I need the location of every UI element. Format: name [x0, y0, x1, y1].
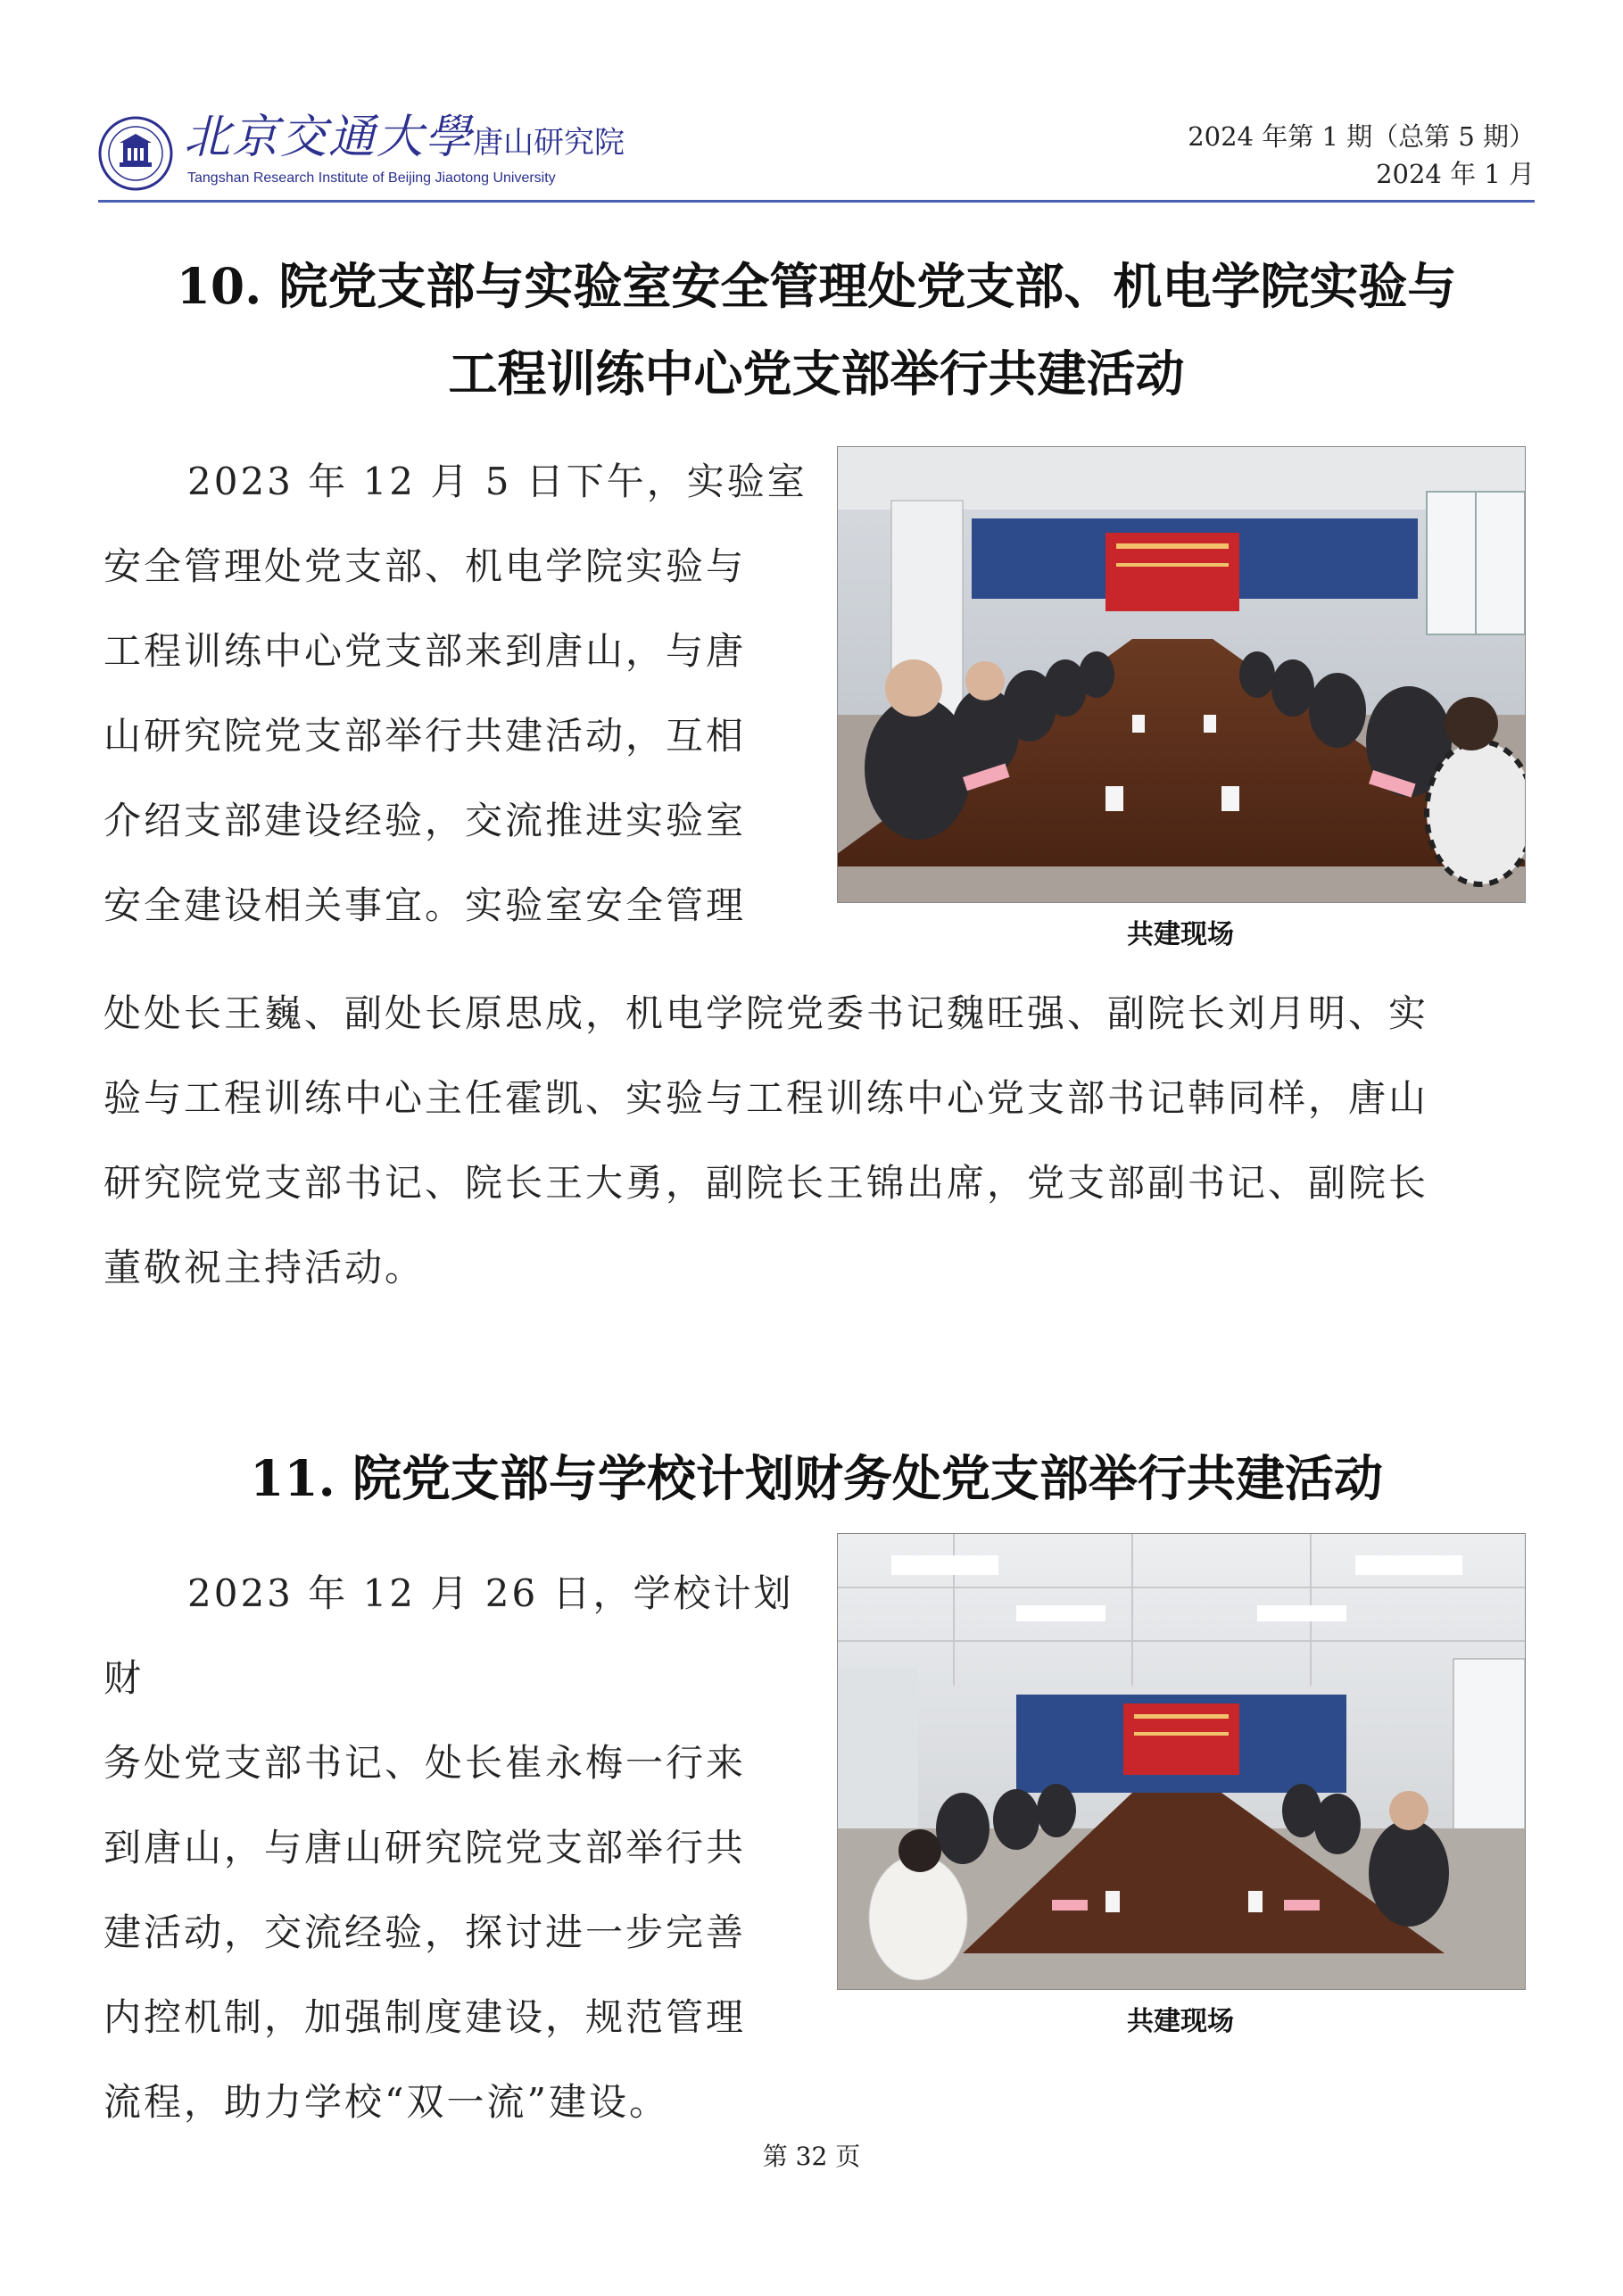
- text-line: 2023 年 12 月 5 日下午，实验室: [187, 460, 807, 503]
- text-line: 务处党支部书记、处长崔永梅一行来: [104, 1741, 747, 1785]
- text-line: 内控机制，加强制度建设，规范管理: [104, 1995, 747, 2039]
- text-line: 介绍支部建设经验，交流推进实验室: [104, 799, 747, 842]
- article-11-title: [98, 1435, 1535, 1522]
- article-11-title-line1: 11. 院党支部与学校计划财务处党支部举行共建活动: [250, 1449, 1383, 1507]
- article-11-photo-caption: 共建现场: [1127, 2006, 1234, 2037]
- issue-info: [1188, 118, 1535, 193]
- article-10-photo-caption: 共建现场: [1127, 919, 1234, 950]
- logo-cn-suffix: 唐山研究院: [473, 125, 625, 161]
- article-11-photo: [837, 1533, 1526, 1990]
- article-10-title-line2: 工程训练中心党支部举行共建活动: [448, 344, 1185, 402]
- text-line: 流程，助力学校“双一流”建设。: [104, 2080, 669, 2124]
- article-10-title: [98, 243, 1535, 418]
- text-line: 到唐山，与唐山研究院党支部举行共: [104, 1826, 747, 1869]
- university-logo-text: [184, 111, 625, 170]
- page-header: [98, 107, 1535, 205]
- text-line: 建活动，交流经验，探讨进一步完善: [104, 1911, 747, 1954]
- text-line: 2023 年 12 月 26 日，学校计划财: [104, 1571, 794, 1700]
- text-line: 研究院党支部书记、院长王大勇，副院长王锦出席，党支部副书记、副院长: [104, 1161, 1429, 1205]
- issue-number: 2024 年第 1 期（总第 5 期）: [1188, 121, 1535, 152]
- logo-cn-name: 北京交通大學: [184, 111, 474, 164]
- header-rule: [98, 200, 1535, 203]
- text-line: 安全建设相关事宜。实验室安全管理: [104, 883, 747, 927]
- text-line: 董敬祝主持活动。: [104, 1246, 426, 1289]
- text-line: 处处长王巍、副处长原思成，机电学院党委书记魏旺强、副院长刘月明、实: [104, 991, 1429, 1035]
- page-number: 第 32 页: [762, 2142, 861, 2171]
- article-10-paragraph-wide: [104, 971, 1535, 1310]
- logo-en-text: Tangshan Research Institute of Beijing Jiaotong University: [187, 170, 556, 186]
- text-line: 安全管理处党支部、机电学院实验与: [104, 544, 747, 588]
- article-10-paragraph-narrow: [104, 439, 817, 948]
- article-11-paragraph: [104, 1551, 817, 2144]
- text-line: 工程训练中心党支部来到唐山，与唐: [104, 629, 747, 673]
- university-seal-icon: [98, 116, 173, 191]
- article-10-photo: [837, 446, 1526, 903]
- text-line: 验与工程训练中心主任霍凯、实验与工程训练中心党支部书记韩同样，唐山: [104, 1076, 1429, 1120]
- issue-date: 2024 年 1 月: [1376, 159, 1535, 189]
- text-line: 山研究院党支部举行共建活动，互相: [104, 714, 747, 758]
- article-10-title-line1: 10. 院党支部与实验室安全管理处党支部、机电学院实验与: [176, 257, 1457, 315]
